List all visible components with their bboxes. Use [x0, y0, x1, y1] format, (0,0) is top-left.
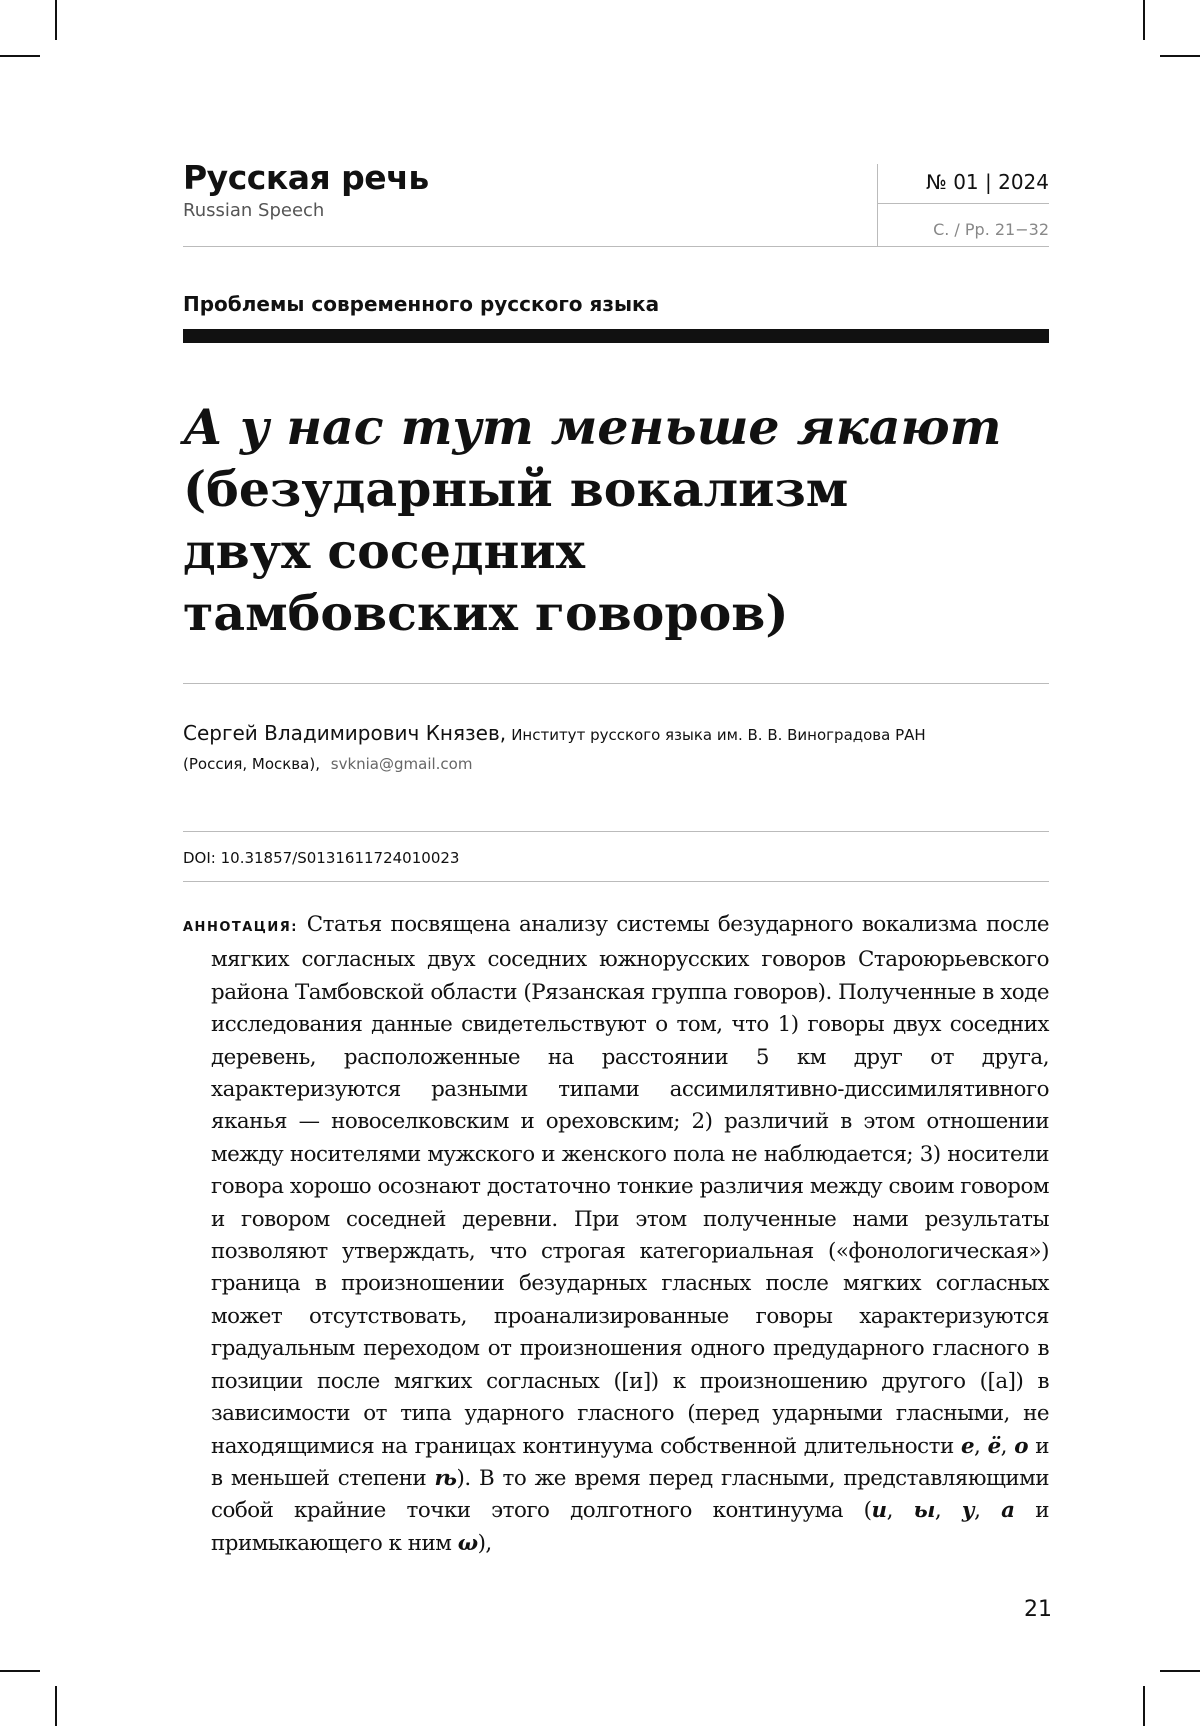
article-title-line-4: тамбовских говоров) — [183, 584, 789, 642]
abstract-text-1: Статья посвящена анализу системы безударного вокализма после мягких согласных двух соседних южнорусских говоров Староюрьевского района Тамбовской области (Рязанская группа говоров). Полученные в ходе исследования данные свидетельствуют о том, что 1) говоры двух соседних деревень, расположенные на расстоянии 5 км друг от друга, характеризуются разными типами ассимилятивно-диссимилятивного яканья — новоселковским и ореховским; 2) различий в этом отношении между носителями мужского и женского пола не наблюдается; 3) носители говора хорошо осознают достаточно тонкие различия между своим говором и говором соседней деревни. При этом полученные нами результаты позволяют утверждать, что строгая категориальная («фонологическая») граница в произношении безударных гласных после мягких согласных может отсутствовать, проанализированные говоры характеризуются градуальным переходом от произношения одного предударного гласного в позиции после мягких согласных ([и]) к произношению другого ([а]) в зависимости от типа ударного гласного (перед ударными гласными, не находящимися на границах континуума собственной длительности — [211, 912, 1049, 1459]
vowel-o: о — [1014, 1433, 1028, 1459]
abstract-text-3: ). В то же время перед гласными, представляющими собой крайние точки этого долготного континуума ( — [211, 1465, 1049, 1524]
abstract-label: АННОТАЦИЯ: — [183, 920, 298, 935]
crop-mark-top-right-h — [1160, 55, 1200, 57]
vowel-yat: ѣ — [434, 1465, 457, 1491]
abstract-text-2: и в меньшей степени — [211, 1433, 1049, 1491]
title-rule — [183, 683, 1049, 684]
section-bar — [183, 329, 1049, 343]
crop-mark-bottom-left-h — [0, 1670, 40, 1672]
author-email-link[interactable]: svknia@gmail.com — [330, 755, 473, 773]
crop-mark-bottom-left — [55, 1686, 57, 1726]
crop-mark-top-left — [55, 0, 57, 40]
page-number: 21 — [1024, 1597, 1052, 1622]
article-title-line-2: (безударный вокализм — [183, 460, 849, 518]
abstract: АННОТАЦИЯ: Статья посвящена анализу системы безударного вокализма после мягких согласных двух соседних южнорусских говоров Староюрьевского района Тамбовской области (Рязанская группа говоров). Полученные в ходе исследования данные свидетельствуют о том, что 1) говоры двух соседних деревень, расположенные на расстоянии 5 км друг от друга, характеризуются разными типами ассимилятивно-диссимилятивного яканья — новоселковским и ореховским; 2) различий в этом отношении между носителями мужского и женского пола не наблюдается; 3) носители говора хорошо осознают достаточно тонкие различия между своим говором и говором соседней деревни. При этом полученные нами результаты позволяют утверждать, что строгая категориальная («фонологическая») граница в произношении безударных гласных после мягких согласных может отсутствовать, проанализированные говоры характеризуются градуальным переходом от произношения одного предударного гласного в позиции после мягких согласных ([и]) к произношению другого ([а]) в зависимости от типа ударного гласного (перед ударными гласными, не находящимися на границах континуума собственной длительности е, ё, о и в меньшей степени ѣ). В то же время перед гласными, представляющими собой крайние точки этого долготного континуума (и, ы, у, а и примыкающего к ним ω), — [183, 912, 1049, 1556]
article-title-line-3: двух соседних — [183, 522, 585, 580]
abstract-text-4: и примыкающего к ним — [211, 1498, 1049, 1556]
journal-title: Русская речь — [183, 158, 429, 197]
vowel-yo: ё — [987, 1433, 1001, 1459]
vowel-a: а — [1001, 1498, 1015, 1524]
author-affiliation: Институт русского языка им. В. В. Виноградова РАН — [511, 726, 926, 744]
doi-rule-top — [183, 831, 1049, 832]
author-location-line — [183, 755, 472, 773]
page-range: С. / Pp. 21−32 — [933, 220, 1049, 239]
vowel-y: ы — [913, 1498, 935, 1524]
vowel-omega: ω — [457, 1530, 478, 1556]
article-title-line-1: А у нас тут меньше якают — [183, 398, 1002, 456]
crop-mark-bottom-right — [1143, 1686, 1145, 1726]
vowel-u: у — [961, 1498, 975, 1524]
doi-rule-bottom — [183, 881, 1049, 882]
crop-mark-top-right — [1143, 0, 1145, 40]
vowel-e: е — [960, 1433, 975, 1459]
abstract-text-5: ), — [477, 1530, 492, 1556]
issue-rule — [877, 203, 1049, 204]
header-rule — [183, 246, 1049, 247]
issue-number: № 01 | 2024 — [926, 170, 1049, 194]
article-title — [183, 396, 1049, 644]
header-divider — [877, 164, 878, 246]
vowel-i: и — [871, 1498, 887, 1524]
author-name: Сергей Владимирович Князев, — [183, 721, 507, 745]
author-line — [183, 721, 1053, 745]
crop-mark-bottom-right-h — [1160, 1670, 1200, 1672]
section-title: Проблемы современного русского языка — [183, 292, 660, 316]
crop-mark-top-left-h — [0, 55, 40, 57]
journal-subtitle: Russian Speech — [183, 200, 325, 221]
author-location: (Россия, Москва), — [183, 755, 320, 773]
doi[interactable]: DOI: 10.31857/S0131611724010023 — [183, 849, 460, 867]
